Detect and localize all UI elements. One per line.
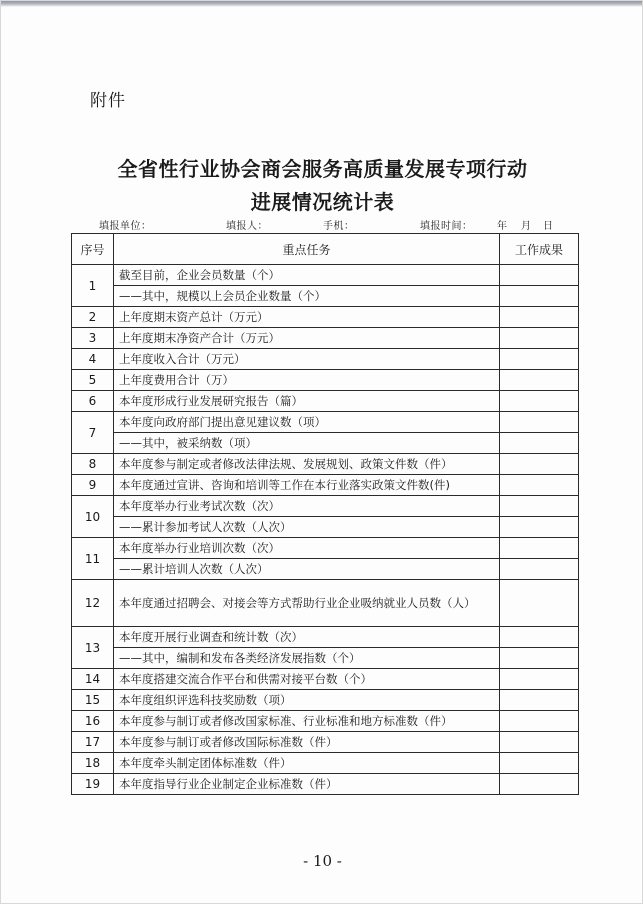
row-result-cell[interactable] xyxy=(500,454,579,475)
row-task: 截至目前，企业会员数量（个） xyxy=(114,265,500,286)
table-row xyxy=(72,690,579,711)
table-row xyxy=(72,370,579,391)
row-task: 本年度开展行业调查和统计数（次） xyxy=(114,627,500,648)
fill-unit-label: 填报单位： xyxy=(99,221,152,232)
row-serial-number: 6 xyxy=(72,391,114,412)
scan-edge-shadow xyxy=(1,1,643,7)
row-serial-number: 7 xyxy=(72,412,114,454)
table-row xyxy=(72,391,579,412)
document-title-line-1: 全省性行业协会商会服务高质量发展专项行动 xyxy=(117,157,528,181)
table-row xyxy=(72,307,579,328)
row-task: 上年度期末资产总计（万元） xyxy=(114,307,500,328)
document-title-line-2: 进展情况统计表 xyxy=(250,190,395,214)
row-result-cell[interactable] xyxy=(500,517,579,538)
fill-person-label: 填报人： xyxy=(226,221,268,232)
row-task: 本年度指导行业企业制定企业标准数（件） xyxy=(114,774,500,795)
row-serial-number: 11 xyxy=(72,538,114,580)
row-serial-number: 15 xyxy=(72,690,114,711)
table-row xyxy=(72,517,579,538)
row-result-cell[interactable] xyxy=(500,753,579,774)
row-result-cell[interactable] xyxy=(500,307,579,328)
row-serial-number: 16 xyxy=(72,711,114,732)
row-task: 本年度通过招聘会、对接会等方式帮助行业企业吸纳就业人员数（人） xyxy=(114,580,500,627)
header-serial-number: 序号 xyxy=(72,234,114,265)
row-result-cell[interactable] xyxy=(500,412,579,433)
table-header-row xyxy=(72,234,579,265)
header-work-result: 工作成果 xyxy=(500,234,579,265)
page-number: - 10 - xyxy=(303,852,342,870)
row-task: 本年度向政府部门提出意见建议数（项） xyxy=(114,412,500,433)
row-serial-number: 8 xyxy=(72,454,114,475)
row-task: ——累计参加考试人次数（人次） xyxy=(114,517,500,538)
fill-phone-label: 手机： xyxy=(323,221,355,232)
row-result-cell[interactable] xyxy=(500,475,579,496)
table-row xyxy=(72,627,579,648)
row-serial-number: 4 xyxy=(72,349,114,370)
row-serial-number: 1 xyxy=(72,265,114,307)
row-task: 本年度组织评选科技奖励数（项） xyxy=(114,690,500,711)
table-row xyxy=(72,433,579,454)
attachment-label: 附件 xyxy=(90,91,126,111)
table-row xyxy=(72,711,579,732)
row-task: ——其中，编制和发布各类经济发展指数（个） xyxy=(114,648,500,669)
row-result-cell[interactable] xyxy=(500,732,579,753)
row-serial-number: 10 xyxy=(72,496,114,538)
row-task: 本年度参与制订或者修改国际标准数（件） xyxy=(114,732,500,753)
fill-time-label: 填报时间： xyxy=(420,221,473,232)
table-row xyxy=(72,454,579,475)
table-body xyxy=(72,265,579,795)
table-row xyxy=(72,669,579,690)
row-result-cell[interactable] xyxy=(500,370,579,391)
fill-month-label: 月 xyxy=(521,221,532,232)
table-row xyxy=(72,265,579,286)
row-task: 本年度形成行业发展研究报告（篇） xyxy=(114,391,500,412)
table-row xyxy=(72,753,579,774)
row-result-cell[interactable] xyxy=(500,669,579,690)
table-row xyxy=(72,732,579,753)
row-serial-number: 13 xyxy=(72,627,114,669)
header-key-task: 重点任务 xyxy=(114,234,500,265)
row-result-cell[interactable] xyxy=(500,774,579,795)
row-result-cell[interactable] xyxy=(500,496,579,517)
row-result-cell[interactable] xyxy=(500,286,579,307)
table-row xyxy=(72,412,579,433)
row-task: 本年度搭建交流合作平台和供需对接平台数（个） xyxy=(114,669,500,690)
row-result-cell[interactable] xyxy=(500,711,579,732)
table-row xyxy=(72,286,579,307)
row-task: ——其中，被采纳数（项） xyxy=(114,433,500,454)
row-result-cell[interactable] xyxy=(500,391,579,412)
table-row xyxy=(72,496,579,517)
row-serial-number: 14 xyxy=(72,669,114,690)
row-result-cell[interactable] xyxy=(500,690,579,711)
row-task: 本年度参与制定或者修改法律法规、发展规划、政策文件数（件） xyxy=(114,454,500,475)
row-task: 本年度牵头制定团体标准数（件） xyxy=(114,753,500,774)
row-task: 本年度参与制订或者修改国家标准、行业标准和地方标准数（件） xyxy=(114,711,500,732)
row-serial-number: 2 xyxy=(72,307,114,328)
row-result-cell[interactable] xyxy=(500,328,579,349)
row-serial-number: 3 xyxy=(72,328,114,349)
table-row xyxy=(72,349,579,370)
row-serial-number: 9 xyxy=(72,475,114,496)
row-serial-number: 19 xyxy=(72,774,114,795)
row-result-cell[interactable] xyxy=(500,627,579,648)
row-task: 本年度举办行业培训次数（次） xyxy=(114,538,500,559)
row-result-cell[interactable] xyxy=(500,580,579,627)
table-row xyxy=(72,774,579,795)
fill-year-label: 年 xyxy=(497,221,508,232)
table-row xyxy=(72,559,579,580)
fill-day-label: 日 xyxy=(543,221,554,232)
row-result-cell[interactable] xyxy=(500,349,579,370)
table-row xyxy=(72,538,579,559)
statistics-table xyxy=(71,233,579,795)
row-serial-number: 17 xyxy=(72,732,114,753)
row-serial-number: 18 xyxy=(72,753,114,774)
table-row xyxy=(72,475,579,496)
row-task: 上年度收入合计（万元） xyxy=(114,349,500,370)
row-result-cell[interactable] xyxy=(500,559,579,580)
row-result-cell[interactable] xyxy=(500,538,579,559)
row-task: ——累计培训人次数（人次） xyxy=(114,559,500,580)
row-task: ——其中，规模以上会员企业数量（个） xyxy=(114,286,500,307)
row-task: 上年度费用合计（万） xyxy=(114,370,500,391)
table-row xyxy=(72,648,579,669)
row-serial-number: 12 xyxy=(72,580,114,627)
row-result-cell[interactable] xyxy=(500,433,579,454)
row-task: 本年度通过宣讲、咨询和培训等工作在本行业落实政策文件数(件) xyxy=(114,475,500,496)
row-serial-number: 5 xyxy=(72,370,114,391)
row-result-cell[interactable] xyxy=(500,265,579,286)
table-row xyxy=(72,580,579,627)
row-result-cell[interactable] xyxy=(500,648,579,669)
row-task: 上年度期末净资产合计（万元） xyxy=(114,328,500,349)
table-row xyxy=(72,328,579,349)
row-task: 本年度举办行业考试次数（次） xyxy=(114,496,500,517)
